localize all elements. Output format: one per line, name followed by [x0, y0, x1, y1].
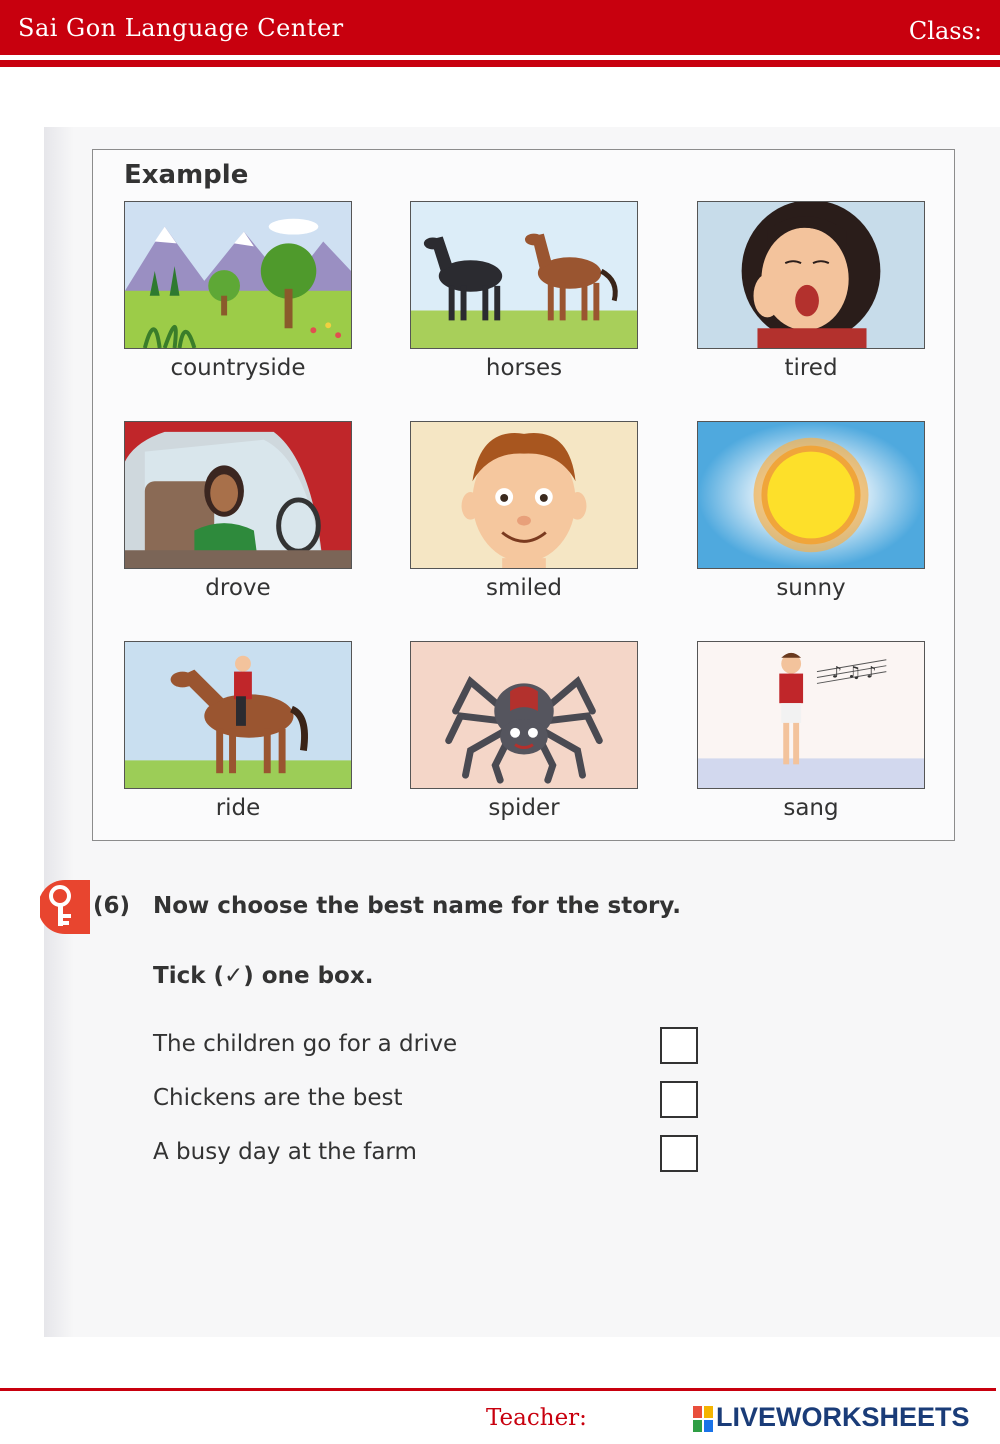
- header-divider: [0, 60, 1000, 67]
- class-label: Class:: [908, 17, 982, 45]
- word-label: smiled: [486, 575, 562, 601]
- drove-picture: [124, 421, 352, 569]
- key-icon: [40, 878, 90, 936]
- question-instruction: Tick (✓) one box.: [153, 963, 374, 989]
- smiled-picture: [410, 421, 638, 569]
- question-number: (6): [93, 893, 131, 919]
- option-label: Chickens are the best: [153, 1085, 403, 1111]
- word-label: horses: [485, 355, 563, 381]
- footer-divider: [0, 1388, 996, 1391]
- countryside-picture: [124, 201, 352, 349]
- word-label: countryside: [170, 355, 306, 381]
- liveworksheets-logo-icon: [693, 1406, 713, 1432]
- svg-text:♪ ♫ ♪: ♪ ♫ ♪: [831, 662, 877, 682]
- word-label: spider: [488, 795, 560, 821]
- option-checkbox[interactable]: [660, 1081, 698, 1118]
- option-label: The children go for a drive: [153, 1031, 458, 1057]
- ride-picture: [124, 641, 352, 789]
- brand-name: LIVEWORKSHEETS: [716, 1402, 970, 1432]
- sang-picture: [697, 641, 925, 789]
- word-label: tired: [784, 355, 838, 381]
- word-label: sang: [783, 795, 839, 821]
- spider-picture: [410, 641, 638, 789]
- sunny-picture: [697, 421, 925, 569]
- header-bar: [0, 0, 1000, 55]
- example-title: Example: [124, 160, 249, 190]
- scan-shadow: [44, 127, 74, 1337]
- option-checkbox[interactable]: [660, 1135, 698, 1172]
- question-prompt: Now choose the best name for the story.: [153, 893, 681, 919]
- tired-picture: [697, 201, 925, 349]
- center-name: Sai Gon Language Center: [18, 14, 344, 42]
- word-label: sunny: [776, 575, 846, 601]
- horses-picture: [410, 201, 638, 349]
- word-label: drove: [205, 575, 271, 601]
- teacher-label: Teacher:: [486, 1405, 587, 1431]
- word-label: ride: [215, 795, 261, 821]
- option-checkbox[interactable]: [660, 1027, 698, 1064]
- option-label: A busy day at the farm: [153, 1139, 417, 1165]
